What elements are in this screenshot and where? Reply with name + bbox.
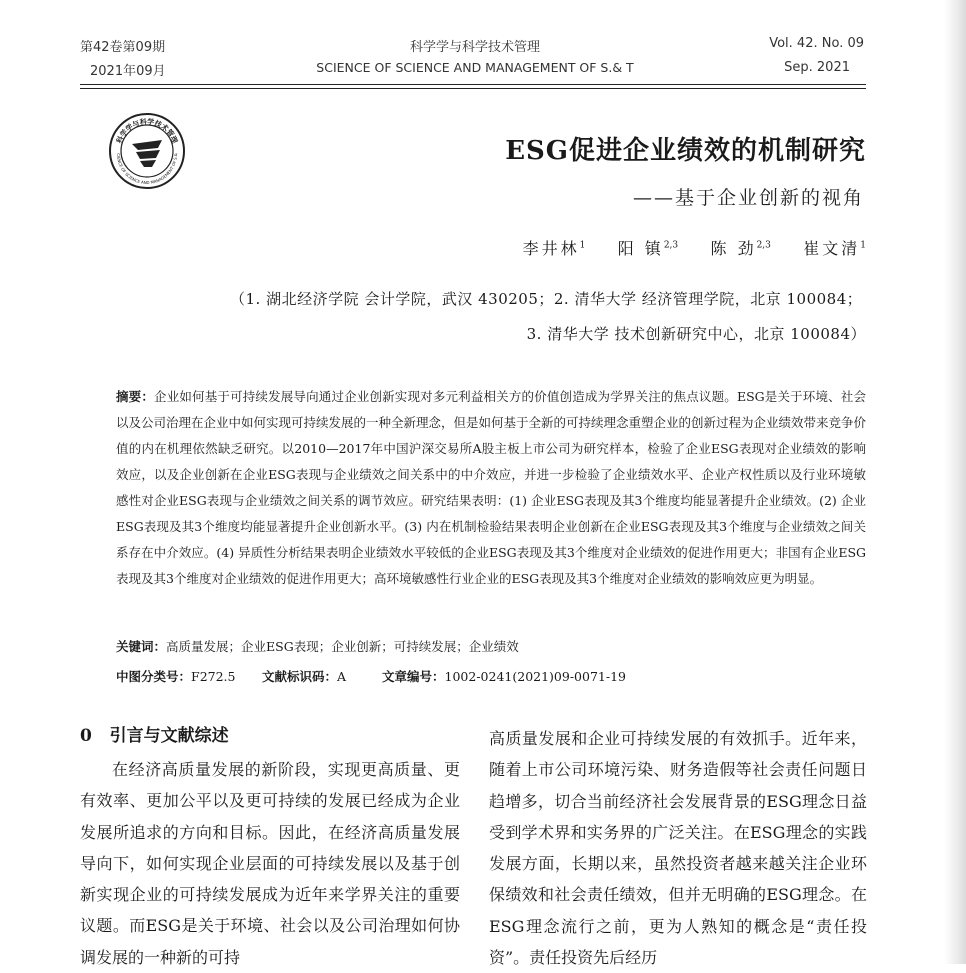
body-paragraph: 在经济高质量发展的新阶段，实现更高质量、更有效率、更加公平以及更可持续的发展已经成为企业发展所追求的方向和目标。因此，在经济高质量发展导向下，如何实现企业层面的可持续发展以及基于创新实现企业的可持续发展成为近年来学界关注的重要议题。而ESG是关于环境、社会以及公司治理如何协调发展的一种新的可持 bbox=[80, 760, 460, 967]
section-heading bbox=[80, 721, 229, 746]
keywords-label: 关键词： bbox=[116, 639, 167, 654]
article-number-label: 文章编号： bbox=[382, 669, 445, 684]
journal-seal-logo bbox=[108, 112, 186, 190]
page-edge-shadow bbox=[944, 0, 966, 964]
abstract-label: 摘要： bbox=[116, 389, 155, 404]
article-number-value: 1002-0241(2021)09-0071-19 bbox=[444, 669, 626, 684]
journal-title-en: SCIENCE OF SCIENCE AND MANAGEMENT OF S.& T bbox=[316, 60, 634, 75]
clc-value: F272.5 bbox=[191, 669, 236, 684]
clc-number bbox=[116, 667, 235, 685]
seal-inner-text: CIENCE OF SCIENCE AND MANAGEMENT OF S.& bbox=[115, 153, 179, 186]
journal-title-cn: 科学学与科学技术管理 bbox=[409, 40, 540, 55]
doc-value: A bbox=[337, 669, 347, 684]
author-affil-mark: 2,3 bbox=[663, 240, 679, 251]
author-name: 陈 劲 bbox=[710, 239, 757, 258]
journal-volume-issue: 第42卷第09期 bbox=[80, 40, 166, 55]
journal-volume-en: Vol. 42. No. 09 bbox=[769, 36, 864, 51]
author-affil-mark: 2,3 bbox=[756, 240, 771, 251]
author-name: 阳 镇 bbox=[617, 239, 664, 258]
body-column-right bbox=[489, 723, 867, 973]
author-list bbox=[420, 236, 866, 259]
header-rule-thin bbox=[80, 88, 866, 89]
author-affil-mark: 1 bbox=[579, 240, 586, 251]
author-name: 李井林 bbox=[522, 239, 580, 258]
journal-date: 2021年09月 bbox=[90, 64, 166, 79]
section-number: 0 bbox=[80, 726, 92, 746]
seal-ring-text: 科学学与科学技术管理 bbox=[115, 117, 179, 145]
section-title: 引言与文献综述 bbox=[109, 726, 229, 746]
article-title: ESG促进企业绩效的机制研究 bbox=[505, 136, 866, 166]
affiliation-line-1: （1. 湖北经济学院 会计学院，武汉 430205；2. 清华大学 经济管理学院，北京 100084； bbox=[230, 290, 863, 308]
document-code bbox=[262, 667, 346, 685]
author-affil-mark: 1 bbox=[860, 240, 866, 251]
abstract-text: 企业如何基于可持续发展导向通过企业创新实现对多元利益相关方的价值创造成为学界关注的焦点议题。ESG是关于环境、社会以及公司治理在企业中如何实现可持续发展的一种全新理念，但是如何基于全新的可持续理念重塑企业的创新过程为企业绩效带来竞争价值的内在机理依然缺乏研究。以2010—2017年中国沪深交易所A股主板上市公司为研究样本，检验了企业ESG表现对企业绩效的影响效应，以及企业创新在企业ESG表现与企业绩效之间关系中的中介效应，并进一步检验了企业绩效水平、企业产权性质以及行业环境敏感性对企业ESG表现与企业绩效之间关系的调节效应。研究结果表明：(1) 企业ESG表现及其3个维度均能显著提升企业绩效。(2) 企业ESG表现及其3个维度均能显著提升企业创新水平。(3) 内在机制检验结果表明企业创新在企业ESG表现及其3个维度与企业绩效之间关系存在中介效应。(4) 异质性分析结果表明企业绩效水平较低的企业ESG表现及其3个维度对企业绩效的促进作用更大；非国有企业ESG表现及其3个维度对企业绩效的促进作用更大；高环境敏感性行业企业的ESG表现及其3个维度对企业绩效的影响效应更为明显。 bbox=[116, 389, 867, 586]
clc-label: 中图分类号： bbox=[116, 669, 192, 684]
abstract bbox=[116, 384, 866, 592]
keywords bbox=[116, 637, 519, 655]
author-name: 崔文清 bbox=[803, 239, 861, 258]
body-paragraph: 高质量发展和企业可持续发展的有效抓手。近年来，随着上市公司环境污染、财务造假等社会责任问题日趋增多，切合当前经济社会发展背景的ESG理念日益受到学术界和实务界的广泛关注。在ESG理念的实践发展方面，长期以来，虽然投资者越来越关注企业环保绩效和社会责任绩效，但并无明确的ESG理念。在ESG理念流行之前，更为人熟知的概念是“责任投资”。责任投资先后经历 bbox=[489, 729, 867, 968]
header-rule-thick bbox=[80, 84, 866, 85]
body-column-left bbox=[80, 754, 460, 973]
keywords-text: 高质量发展；企业ESG表现；企业创新；可持续发展；企业绩效 bbox=[166, 639, 519, 654]
article-subtitle: ——基于企业创新的视角 bbox=[632, 187, 864, 209]
affiliation-line-2: 3. 清华大学 技术创新研究中心，北京 100084） bbox=[526, 325, 866, 343]
doc-label: 文献标识码： bbox=[262, 669, 338, 684]
article-number bbox=[382, 667, 626, 685]
journal-date-en: Sep. 2021 bbox=[784, 60, 850, 75]
